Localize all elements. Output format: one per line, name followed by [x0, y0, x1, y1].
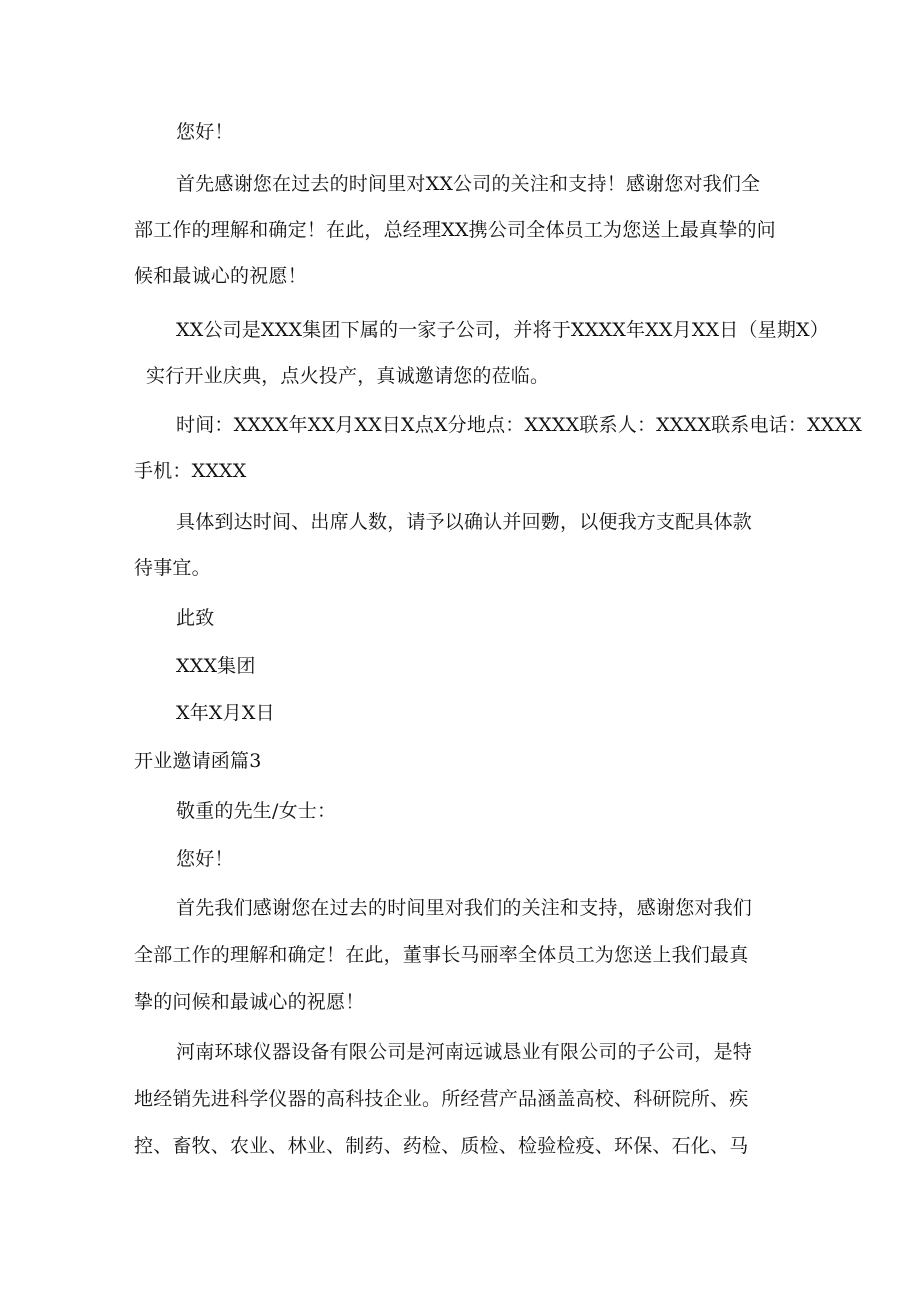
paragraph-line: 挚的问候和最诚心的祝愿！	[134, 991, 365, 1013]
paragraph-line: 全部工作的理解和确定！在此，董事长马丽率全体员工为您送上我们最真	[134, 944, 749, 966]
salutation: 敬重的先生/女士：	[176, 800, 337, 822]
sender: XXX集团	[176, 655, 256, 677]
paragraph-line: 首先我们感谢您在过去的时间里对我们的关注和支持，感谢您对我们	[176, 897, 753, 919]
greeting: 您好！	[176, 121, 234, 143]
paragraph-line: 时间：XXXX年XX月XX日X点X分地点：XXXX联系人：XXXX联系电话：XXXX	[176, 414, 862, 436]
paragraph-line: 地经销先进科学仪器的高科技企业。所经营产品涵盖高校、科研院所、疾	[134, 1088, 749, 1110]
paragraph-line: 实行开业庆典，点火投产，真诚邀请您的莅临。	[146, 365, 550, 387]
paragraph-line: 候和最诚心的祝愿！	[134, 265, 307, 287]
paragraph-line: 待事宜。	[134, 557, 211, 579]
paragraph-line: XX公司是XXX集团下属的一家子公司，并将于XXXX年XX月XX日（星期X）	[176, 319, 829, 341]
paragraph-line: 首先感谢您在过去的时间里对XX公司的关注和支持！感谢您对我们全	[176, 173, 761, 195]
paragraph-line: 具体到达时间、出席人数，请予以确认并回覅，以便我方支配具体款	[176, 511, 753, 533]
section-title: 开业邀请函篇3	[134, 750, 262, 772]
paragraph-line: 河南环球仪器设备有限公司是河南远诚恳业有限公司的子公司，是特	[176, 1041, 753, 1063]
paragraph-line: 控、畜牧、农业、林业、制药、药检、质检、检验检疫、环保、石化、马	[134, 1135, 749, 1157]
paragraph-line: 部工作的理解和确定！在此，总经理XX携公司全体员工为您送上最真挚的问	[134, 219, 776, 241]
paragraph-line: 手机：XXXX	[134, 460, 247, 482]
greeting: 您好！	[176, 848, 234, 870]
date: X年X月X日	[176, 702, 275, 724]
closing: 此致	[176, 607, 215, 629]
